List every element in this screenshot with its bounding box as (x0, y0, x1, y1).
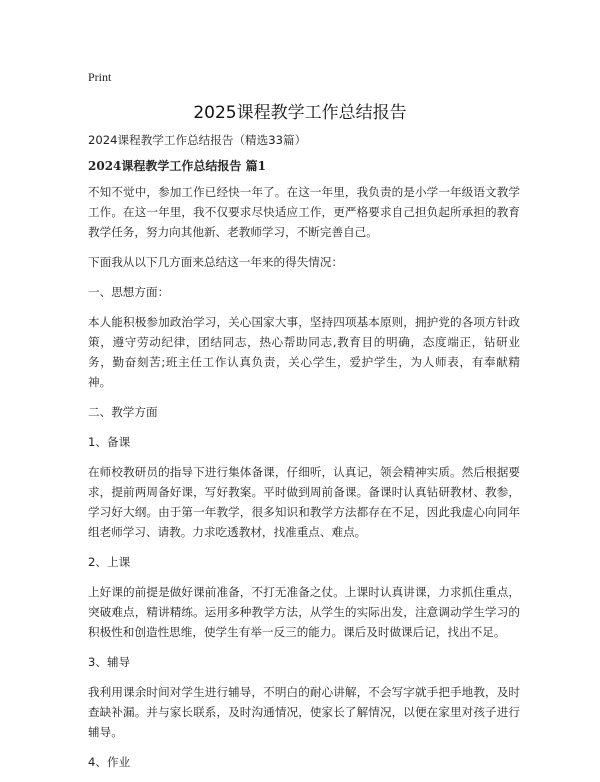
paragraph-summary-lead: 下面我从以下几方面来总结这一年来的得失情况： (88, 255, 344, 269)
paragraph-thought: 本人能积极参加政治学习，关心国家大事，坚持四项基本原则，拥护党的各项方针政策，遵守劳动纪律，团结同志，热心帮助同志,教育目的明确，态度端正，钻研业务，勤奋刻苦;班主任工作认真负责，关心学生，爱护学生，为人师表，有奉献精神。 (88, 315, 520, 389)
heading-class: 2、上课 (88, 555, 131, 569)
page-title: 2025课程教学工作总结报告 (193, 103, 407, 123)
paragraph-tutoring: 我利用课余时间对学生进行辅导，不明白的耐心讲解，不会写字就手把手地教，及时查缺补漏。并与家长联系，及时沟通情况，使家长了解情况，以便在家里对孩子进行辅导。 (88, 685, 520, 739)
heading-homework: 4、作业 (88, 755, 131, 769)
heading-thought: 一、思想方面： (88, 285, 170, 299)
section-heading: 2024课程教学工作总结报告 篇1 (88, 159, 266, 173)
heading-tutoring: 3、辅导 (88, 655, 131, 669)
paragraph-intro: 不知不觉中，参加工作已经快一年了。在这一年里，我负责的是小学一年级语文教学工作。在这一年里，我不仅要求尽快适应工作，更严格要求自己担负起所承担的教育教学任务，努力向其他新、老教师学习，不断完善自己。 (88, 185, 520, 239)
paragraph-lesson-prep: 在师校教研员的指导下进行集体备课，仔细听，认真记，领会精神实质。然后根据要求，提前两周备好课，写好教案。平时做到周前备课。备课时认真钻研教材、教参，学习好大纲。由于第一年教学，很多知识和教学方法都存在不足，因此我虚心向同年组老师学习、请教。力求吃透教材，找准重点、难点。 (88, 465, 520, 539)
print-link[interactable]: Print (88, 70, 112, 84)
document-body (88, 130, 520, 782)
document-subtitle: 2024课程教学工作总结报告（精选33篇） (88, 133, 307, 147)
heading-teaching: 二、教学方面 (88, 405, 158, 419)
paragraph-class: 上好课的前提是做好课前准备，不打无准备之仗。上课时认真讲课，力求抓住重点，突破难点，精讲精练。运用多种教学方法，从学生的实际出发，注意调动学生学习的积极性和创造性思维，使学生有举一反三的能力。课后及时做课后记，找出不足。 (88, 585, 520, 639)
heading-lesson-prep: 1、备课 (88, 435, 131, 449)
